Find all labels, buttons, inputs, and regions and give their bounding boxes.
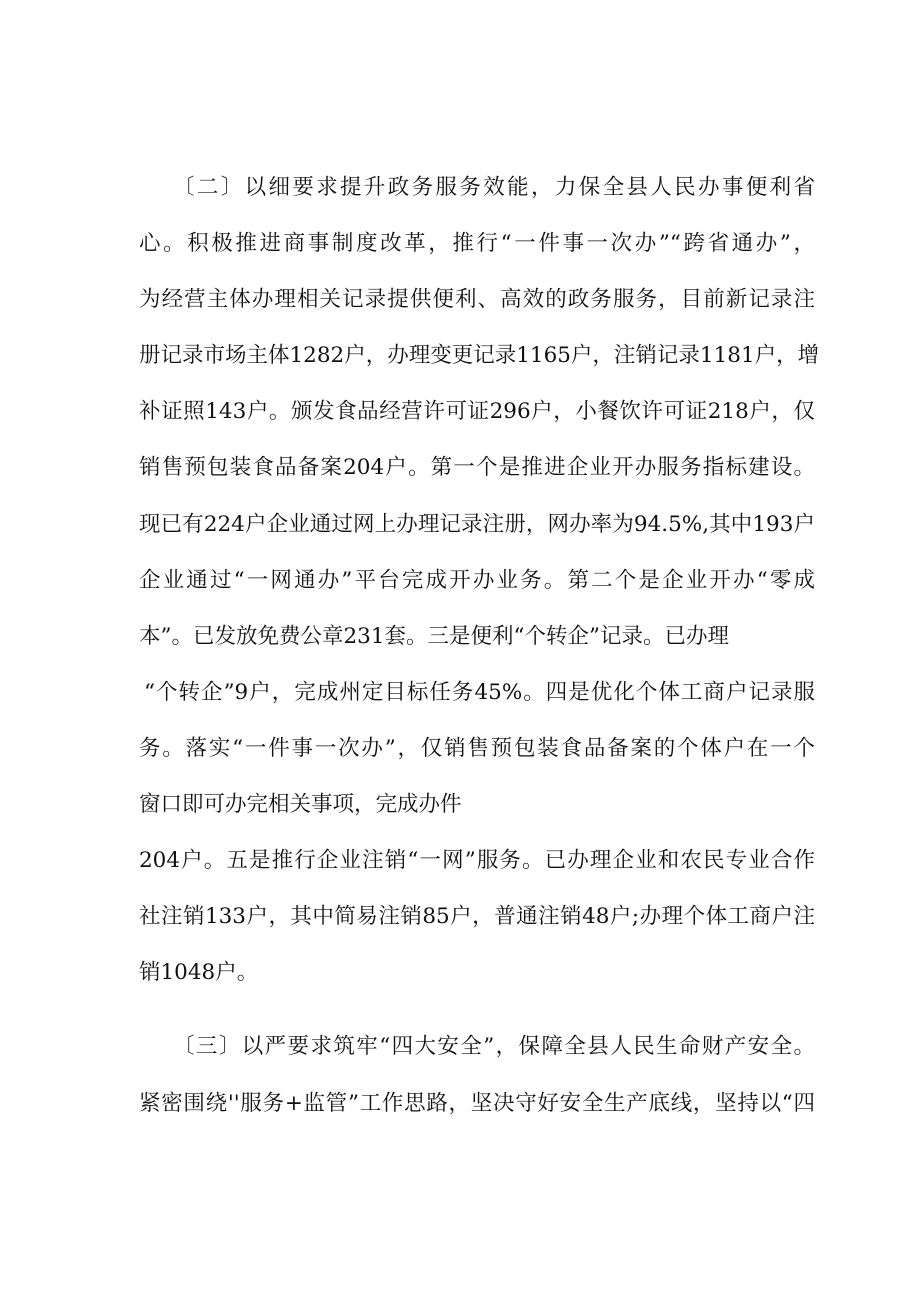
paragraph-2-line-4: 册记录市场主体1282户，办理变更记录1165户，注销记录1181户，增 xyxy=(139,343,820,368)
paragraph-2-line-2: 心。积极推进商事制度改革，推行“一件事一次办”“跨省通办”， xyxy=(139,231,815,256)
paragraph-2-line-7: 现已有224户企业通过网上办理记录注册，网办率为94.5%,其中193户 xyxy=(139,512,815,537)
paragraph-2-line-8: 企业通过“一网通办”平台完成开办业务。第二个是企业开办“零成 xyxy=(139,568,815,593)
paragraph-2-line-5: 补证照143户。颁发食品经营许可证296户，小餐饮许可证218户，仅 xyxy=(139,399,815,424)
paragraph-3-line-1: 〔三〕以严要求筑牢“四大安全”，保障全县人民生命财产安全。 xyxy=(173,1034,815,1059)
paragraph-2-line-1: 〔二〕以细要求提升政务服务效能，力保全县人民办事便利省 xyxy=(173,175,815,200)
paragraph-2-line-13: 204户。五是推行企业注销“一网”服务。已办理企业和农民专业合作 xyxy=(139,848,815,873)
paragraph-2-line-6: 销售预包装食品备案204户。第一个是推进企业开办服务指标建设。 xyxy=(139,455,815,480)
paragraph-3-line-2: 紧密围绕''服务+监管”工作思路，坚决守好安全生产底线，坚持以“四 xyxy=(139,1091,815,1116)
paragraph-2-line-11: 务。落实“一件事一次办”，仅销售预包装食品备案的个体户在一个 xyxy=(139,736,815,761)
paragraph-2-line-12: 窗口即可办完相关事项，完成办件 xyxy=(139,792,462,817)
paragraph-2-line-9: 本”。已发放免费公章231套。三是便利“个转企”记录。已办理 xyxy=(139,624,730,649)
paragraph-2-line-14: 社注销133户，其中简易注销85户，普通注销48户;办理个体工商户注 xyxy=(139,904,815,929)
paragraph-2-line-3: 为经营主体办理相关记录提供便利、高效的政务服务，目前新记录注 xyxy=(139,287,815,312)
paragraph-2-line-10: “个转企”9户，完成州定目标任务45%。四是优化个体工商户记录服 xyxy=(144,680,815,705)
paragraph-2-line-15: 销1048户。 xyxy=(139,960,259,985)
